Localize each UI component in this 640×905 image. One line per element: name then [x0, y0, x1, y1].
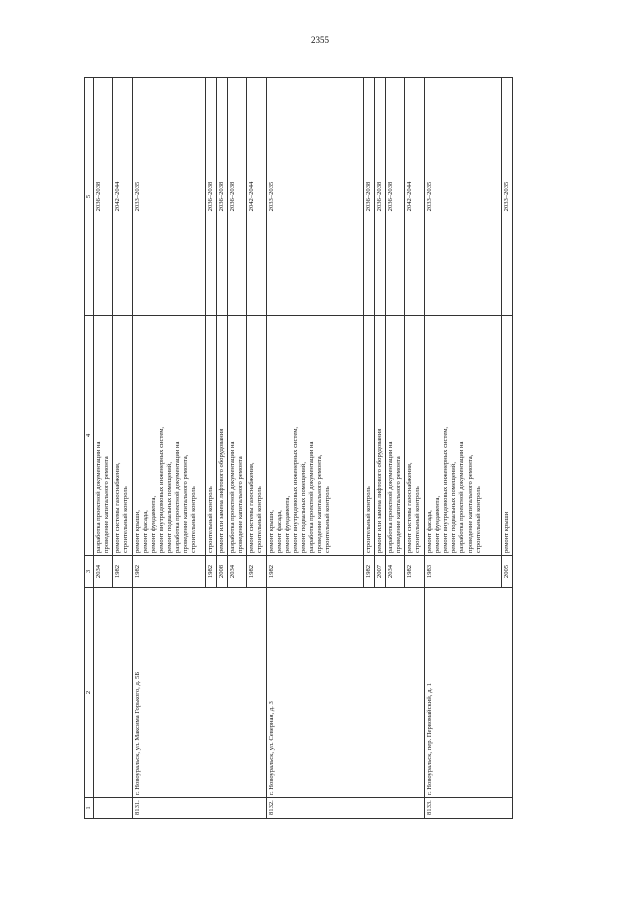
row-work: разработка проектной документации на проведение капитального ремонта	[94, 316, 113, 556]
table-row	[133, 78, 206, 819]
row-work: ремонт крыши, ремонт фасада, ремонт фундамента, ремонт внутридомовых инженерных систем, ремонт подвальных помещений, разработка проектной документации на проведение капитального ремонта, строительный контроль	[267, 316, 364, 556]
row-period: 2033–2035	[425, 78, 502, 316]
row-address: г. Новоуральск, ул. Северная, д. 3	[267, 588, 425, 798]
row-year: 2034	[386, 556, 405, 588]
row-work: разработка проектной документации на проведение капитального ремонта	[386, 316, 405, 556]
row-number: 8131.	[133, 798, 267, 819]
row-address	[94, 588, 133, 798]
rotated-table-wrapper	[84, 78, 585, 819]
row-period: 2036–2038	[228, 78, 247, 316]
row-period: 2036–2038	[94, 78, 113, 316]
row-period: 2036–2038	[206, 78, 217, 316]
row-period: 2042–2044	[113, 78, 133, 316]
row-work: ремонт или замена лифтового оборудования	[375, 316, 386, 556]
row-year: 1982	[113, 556, 133, 588]
row-work: ремонт системы газоснабжения, строительный контроль	[113, 316, 133, 556]
row-period: 2042–2044	[405, 78, 425, 316]
row-work: ремонт фасада, ремонт фундамента, ремонт внутридомовых инженерных систем, ремонт подвальных помещений, разработка проектной документации на проведение капитального ремонта, строительный контроль	[425, 316, 502, 556]
table-row	[267, 78, 364, 819]
row-number	[94, 798, 133, 819]
header-col-3: 3	[85, 556, 94, 588]
header-row	[85, 78, 94, 819]
row-period: 2036–2038	[386, 78, 405, 316]
row-period: 2033–2035	[133, 78, 206, 316]
capital-repair-table	[84, 77, 513, 819]
row-year: 1982	[364, 556, 375, 588]
row-year: 1982	[133, 556, 206, 588]
row-work: ремонт крыши, ремонт фасада, ремонт фундамента, ремонт внутридомовых инженерных систем, ремонт подвальных помещений, разработка проектной документации на проведение капитального ремонта, строительный контроль	[133, 316, 206, 556]
row-period: 2042–2044	[247, 78, 267, 316]
row-period: 2036–2038	[217, 78, 228, 316]
row-year: 1983	[425, 556, 502, 588]
row-year: 2005	[502, 556, 513, 588]
row-work: строительный контроль	[206, 316, 217, 556]
row-year: 2007	[375, 556, 386, 588]
row-address: г. Новоуральск, пер. Первомайский, д. 1	[425, 588, 513, 798]
row-year: 1982	[267, 556, 364, 588]
header-col-5: 5	[85, 78, 94, 316]
row-year: 2008	[217, 556, 228, 588]
row-year: 1982	[206, 556, 217, 588]
row-work: ремонт системы газоснабжения, строительный контроль	[247, 316, 267, 556]
row-year: 1982	[247, 556, 267, 588]
row-year: 1982	[405, 556, 425, 588]
row-year: 2034	[94, 556, 113, 588]
row-period: 2033–2035	[502, 78, 513, 316]
row-period: 2036–2038	[364, 78, 375, 316]
table-row	[425, 78, 502, 819]
row-work: ремонт крыши	[502, 316, 513, 556]
header-col-4: 4	[85, 316, 94, 556]
row-work: разработка проектной документации на проведение капитального ремонта	[228, 316, 247, 556]
row-period: 2036–2038	[375, 78, 386, 316]
row-work: строительный контроль	[364, 316, 375, 556]
row-period: 2033–2035	[267, 78, 364, 316]
row-year: 2034	[228, 556, 247, 588]
table-row	[94, 78, 113, 819]
row-work: ремонт системы газоснабжения, строительный контроль	[405, 316, 425, 556]
header-col-1: 1	[85, 798, 94, 819]
page-number: 2355	[311, 35, 329, 45]
row-number: 8133.	[425, 798, 513, 819]
header-col-2: 2	[85, 588, 94, 798]
row-address: г. Новоуральск, ул. Максима Горького, д. 5Б	[133, 588, 267, 798]
row-work: ремонт или замена лифтового оборудования	[217, 316, 228, 556]
row-number: 8132.	[267, 798, 425, 819]
